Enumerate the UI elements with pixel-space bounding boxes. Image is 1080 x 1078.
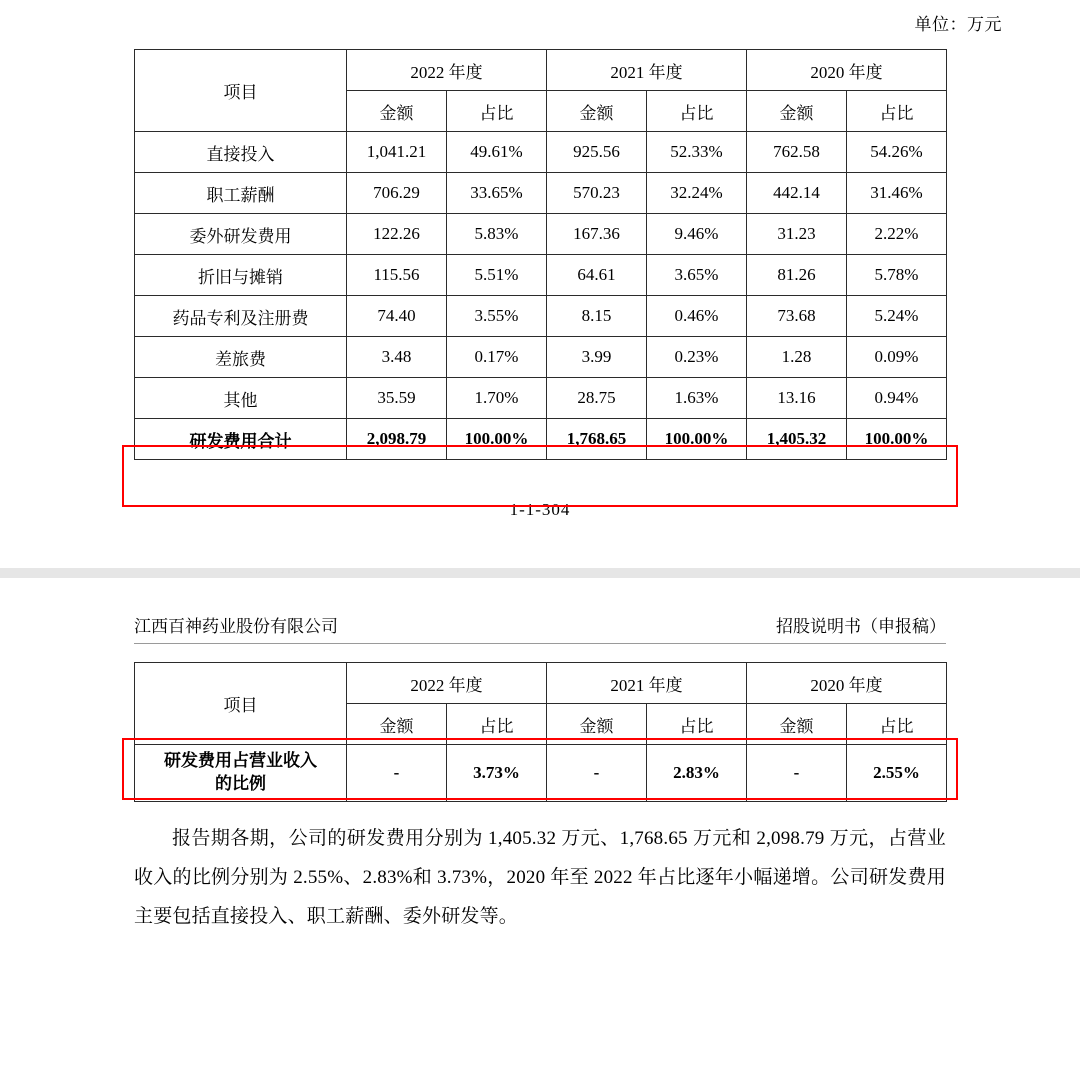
cell-value: 5.83% — [447, 214, 547, 255]
table-row — [135, 132, 947, 173]
header-amount-2022: 金额 — [347, 91, 447, 132]
cell-value: 122.26 — [347, 214, 447, 255]
table-row — [135, 255, 947, 296]
total-cell-value: 1,768.65 — [547, 419, 647, 460]
cell-value: 0.46% — [647, 296, 747, 337]
cell-value: 706.29 — [347, 173, 447, 214]
header-amount-2020: 金额 — [747, 91, 847, 132]
cell-value: 115.56 — [347, 255, 447, 296]
header-ratio-2022: 占比 — [447, 704, 547, 745]
page-footer-number: 1-1-304 — [509, 500, 571, 519]
cell-value: 33.65% — [447, 173, 547, 214]
body-paragraph: 报告期各期，公司的研发费用分别为 1,405.32 万元、1,768.65 万元和 2,098.79 万元，占营业收入的比例分别为 2.55%、2.83%和 3.73%，2020 年至 2022 年占比逐年小幅递增。公司研发费用主要包括直接投入、职工薪酬、委外研发等。 — [134, 828, 946, 927]
header-ratio-2020: 占比 — [847, 704, 947, 745]
cell-value: 28.75 — [547, 378, 647, 419]
row-label-line2: 的比例 — [215, 774, 266, 793]
header-year-2021: 2021 年度 — [547, 663, 747, 704]
table-header-row-years — [135, 50, 947, 91]
cell-value: 81.26 — [747, 255, 847, 296]
table-row — [135, 378, 947, 419]
document-page-1 — [0, 0, 1080, 520]
row-label: 其他 — [135, 378, 347, 419]
cell-value: 1.28 — [747, 337, 847, 378]
header-ratio-2022: 占比 — [447, 91, 547, 132]
total-row-label: 研发费用合计 — [135, 419, 347, 460]
table-row — [135, 296, 947, 337]
cell-value: 442.14 — [747, 173, 847, 214]
unit-note: 单位：万元 — [914, 15, 1002, 34]
total-cell-value: 100.00% — [847, 419, 947, 460]
header-year-2020: 2020 年度 — [747, 50, 947, 91]
cell-value: 3.55% — [447, 296, 547, 337]
company-name: 江西百神药业股份有限公司 — [134, 617, 338, 636]
row-label: 直接投入 — [135, 132, 347, 173]
cell-value: 64.61 — [547, 255, 647, 296]
cell-value: 762.58 — [747, 132, 847, 173]
header-year-2022: 2022 年度 — [347, 663, 547, 704]
cell-value: 5.24% — [847, 296, 947, 337]
cell-value: 925.56 — [547, 132, 647, 173]
cell-value: 52.33% — [647, 132, 747, 173]
header-item: 项目 — [135, 50, 347, 132]
table-header-row-years — [135, 663, 947, 704]
cell-value: 570.23 — [547, 173, 647, 214]
total-cell-value: 100.00% — [447, 419, 547, 460]
page-header — [134, 612, 946, 644]
rd-expense-table — [134, 49, 947, 460]
header-amount-2022: 金额 — [347, 704, 447, 745]
cell-value: 0.17% — [447, 337, 547, 378]
table-row-ratio — [135, 745, 947, 802]
header-year-2021: 2021 年度 — [547, 50, 747, 91]
cell-value: 1.70% — [447, 378, 547, 419]
page-break-spacer — [0, 520, 1080, 568]
total-cell-value: 2,098.79 — [347, 419, 447, 460]
cell-value: 3.48 — [347, 337, 447, 378]
row-label: 差旅费 — [135, 337, 347, 378]
cell-value: 9.46% — [647, 214, 747, 255]
header-ratio-2021: 占比 — [647, 91, 747, 132]
cell-value: 73.68 — [747, 296, 847, 337]
cell-value: 3.99 — [547, 337, 647, 378]
cell-value: 54.26% — [847, 132, 947, 173]
cell-value: 3.73% — [447, 745, 547, 802]
cell-value: 13.16 — [747, 378, 847, 419]
cell-value: - — [747, 745, 847, 802]
header-amount-2020: 金额 — [747, 704, 847, 745]
cell-value: 2.22% — [847, 214, 947, 255]
cell-value: 32.24% — [647, 173, 747, 214]
cell-value: 2.55% — [847, 745, 947, 802]
header-year-2020: 2020 年度 — [747, 663, 947, 704]
cell-value: 5.78% — [847, 255, 947, 296]
cell-value: 0.23% — [647, 337, 747, 378]
header-ratio-2021: 占比 — [647, 704, 747, 745]
cell-value: 5.51% — [447, 255, 547, 296]
cell-value: - — [547, 745, 647, 802]
rd-ratio-table-wrap — [134, 662, 946, 802]
row-label: 职工薪酬 — [135, 173, 347, 214]
cell-value: 3.65% — [647, 255, 747, 296]
header-amount-2021: 金额 — [547, 91, 647, 132]
header-ratio-2020: 占比 — [847, 91, 947, 132]
rd-ratio-table — [134, 662, 947, 802]
cell-value: 8.15 — [547, 296, 647, 337]
rd-expense-table-wrap — [134, 49, 946, 460]
header-amount-2021: 金额 — [547, 704, 647, 745]
table-total-row — [135, 419, 947, 460]
row-label: 委外研发费用 — [135, 214, 347, 255]
page-break-band — [0, 568, 1080, 578]
cell-value: 35.59 — [347, 378, 447, 419]
row-label-line1: 研发费用占营业收入 — [164, 751, 317, 771]
cell-value: 167.36 — [547, 214, 647, 255]
total-cell-value: 1,405.32 — [747, 419, 847, 460]
cell-value: 74.40 — [347, 296, 447, 337]
cell-value: 49.61% — [447, 132, 547, 173]
cell-value: 1,041.21 — [347, 132, 447, 173]
cell-value: 31.23 — [747, 214, 847, 255]
table-row — [135, 337, 947, 378]
row-label-ratio — [135, 745, 347, 802]
total-cell-value: 100.00% — [647, 419, 747, 460]
cell-value: 1.63% — [647, 378, 747, 419]
cell-value: - — [347, 745, 447, 802]
cell-value: 31.46% — [847, 173, 947, 214]
cell-value: 2.83% — [647, 745, 747, 802]
row-label: 药品专利及注册费 — [135, 296, 347, 337]
document-type: 招股说明书（申报稿） — [776, 617, 946, 636]
cell-value: 0.09% — [847, 337, 947, 378]
document-page-2 — [0, 578, 1080, 937]
cell-value: 0.94% — [847, 378, 947, 419]
table-row — [135, 214, 947, 255]
header-year-2022: 2022 年度 — [347, 50, 547, 91]
row-label: 折旧与摊销 — [135, 255, 347, 296]
header-item: 项目 — [135, 663, 347, 745]
table-row — [135, 173, 947, 214]
